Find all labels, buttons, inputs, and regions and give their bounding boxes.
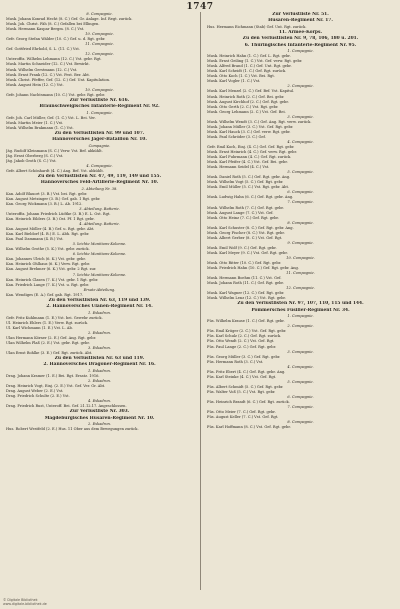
subsection-label: 2. Eskadron. [88, 330, 111, 335]
entry-line: Musk. Johann Müller (3. C.) Vst. Gef. Rgt. gebr. [207, 124, 294, 129]
subsection-label: 5. leichte Munitions-Kolonne. [72, 242, 127, 247]
entry-line: Musk. Hermann Seidel (4. C.) Vst. [207, 165, 270, 170]
entry-line: Musk. Paul Schröder (3. C.) Gef. [207, 134, 266, 139]
section-heading: Zu den Verlustlisten Nr. 97, 107, 110, 115 und 144. [237, 301, 364, 307]
entry-line: Drag. Johann Kramer (1. E.) Bei. Rgt. Ersatz. 1916. [6, 373, 100, 378]
column-divider [200, 12, 201, 590]
entry-line: Musk. Christ. Pfeffer, Gef. (12. C.) Gef. Unt. Kapitulation. [6, 77, 111, 82]
entry-line: Füs. Paul Lange (2. C.) Gef. Rgt. gebr. [207, 344, 277, 349]
subsection-label: 9. Compagnie. [287, 240, 314, 245]
entry-line: Musk. Ludwig Hahn (6. C.) Gef. Rgt. gebr. Ang. [207, 195, 294, 200]
entry-line: Kan. Heinrich Eilders (3. B.) Ost. Pf. 1 Rgt. gebr. [6, 216, 95, 221]
entry-line: Musk. Johann Roth (11. C.) Gef. Rgt. gebr. [207, 281, 284, 286]
footer-credit [3, 598, 47, 606]
entry-line: Füs. Hermann Roth (3. C.) Vst. [207, 359, 264, 364]
section-heading: 2. Hannoversches Dragoner-Regiment Nr. 16. [43, 362, 156, 368]
entry-line: Drag. Friedrich Rust, Unteroff. Bei. Gef. 21.12.17. Angeschlossen. [6, 404, 127, 409]
entry-line: Musk. Hermann Boehm (11. C.) Vst. Gef. [207, 276, 282, 281]
entry-line: Kan. Johannes Ulrich (6. K.) Vst. gebr. gebr. [6, 257, 86, 262]
entry-line: Gefr. Georg Stefan Wälder (10. C.) Gef. u. d. Rgt. gebr. [6, 37, 106, 42]
entry-line: Füs. Georg Müller (3. C.) Gef. Rgt. gebr. [207, 354, 281, 359]
entry-line: Musk. Karl Pfeifer (4. C.) Vst. Gef. Bei. gebr. [207, 160, 288, 165]
entry-line: Gef. Gottfried Ehrhold, S. L. (11. C.) Vst. [6, 47, 80, 52]
entry-line: Ul. Karl Wichmann (1. E.) Vst. L. Ab. [6, 325, 73, 330]
entry-line: Musk. Johann Konrad Hecht (8. C.) Gef. Gr. Anlage. Inf. Regt. zurück. [6, 17, 133, 22]
entry-line: Musk. Hermann Kaspar Bergm. (8. C.) Vst. [6, 27, 85, 32]
entry-line: Musk. Georg Lehmann (2. C.) Vst. Gef. Bei. [207, 109, 286, 114]
entry-line: Musk. Wilhelm Brakmann (1. C.) Vst. [6, 125, 74, 130]
subsection-label: 1. Compagnie. [86, 110, 113, 115]
section-heading: Braunschweigisches Infanterie-Regiment Nr. 92. [39, 104, 160, 110]
entry-line: Füs. Emil Krüger (2. C.) Vst. Gef. Rgt. gebr. [207, 329, 287, 334]
section-heading: Zu den Verlustlisten Nr. 63, 119 und 139. [48, 297, 151, 303]
subsection-label: 4. Compagnie. [287, 364, 314, 369]
entry-line: Musk. Emil Wolf (9. C.) Gef. Rgt. gebr. [207, 245, 277, 250]
subsection-label: 3. Compagnie. [287, 349, 314, 354]
subsection-label: 11. Compagnie. [85, 42, 114, 47]
footer-line-2: www.digitale-bibliothek.de [3, 601, 47, 606]
entry-line: Musk. Ernst Heinrich (4. C.) Gef. verw. Rgt. gebr. [207, 150, 297, 155]
entry-line: Musk. Wilhelm Roth (7. C.) Gef. Rgt. gebr. [207, 205, 284, 210]
entry-line: Füs. Heinrich Brandt (6. C.) Gef. Rgt. zurück. [207, 400, 290, 405]
subsection-label: 10. Compagnie. [85, 32, 114, 37]
subsection-label: 7. Compagnie. [287, 200, 314, 205]
section-heading: Hannoversches Feld-Artillerie-Regiment Nr. 10. [40, 180, 159, 186]
entry-line: Kan. August Metzinger (3. B.) Gef. gab. 1 Rgt. gebr. [6, 196, 101, 201]
entry-line: Musk. August Hein (12. C.) Vst. [6, 82, 64, 87]
subsection-label: 1. Compagnie. [287, 49, 314, 54]
subsection-label: 1. Eskadron. [88, 368, 111, 373]
subsection-label: 8. Compagnie. [287, 420, 314, 425]
entry-line: Ulan Hermann Körner (2. E.) Gef. Ang. Rgt. gebr. [6, 335, 97, 340]
entry-line: Musk. Daniel Roth (5. C.) Gef. Rgt. gebr. Ang. [207, 175, 291, 180]
subsection-label: 3. Abteilung. Batterie. [79, 206, 120, 211]
entry-line: Unteroffiz. Johann Friedrich Lüdtke (3. B.) E. L. Ost. Rgt. [6, 211, 111, 216]
entry-line: Musk. Ernst Geiling (1. C.) Vst. Gef. verw. Rgt. gebr. [207, 59, 303, 64]
entry-line: Kan. Wendiges (E. A.) Gef. gab. Rgt. 1917. [6, 292, 84, 297]
subsection-label: 7. leichte Munitions-Kolonne. [72, 272, 127, 277]
subsection-label: 7. Compagnie. [287, 405, 314, 410]
entry-line: Musk. Alfred Brand (1. C.) Gef. Unt. Rgt. gebr. [207, 64, 292, 69]
entry-line: Musk. Wilhelm Gerstmann (12. C.) Vst. [6, 67, 78, 72]
entry-line: Musk. Karl Schuster (8. C.) Gef. Rgt. gebr. Ang. [207, 225, 294, 230]
entry-line: Musk. Heinrich Hahn (1. C.) Gef. L. Rgt. gebr. [207, 54, 291, 59]
entry-line: Gefr. Johann Nachtsmann (10. C.) Vst. gebr. Rgt. gebr. [6, 92, 105, 97]
entry-line: Gefr. Fritz Kuhlmann (1. E.) Vst. bei. Gewehr zurück. [6, 315, 103, 320]
entry-line: Ulan Ernst Bohlke (3. E.) Gef. Rgt. zurück. Abt. [6, 350, 93, 355]
entry-line: Kan. Adolf Blauort (3. B.) Vst. bei. Rgt. gebr. [6, 191, 88, 196]
subsection-label: 6. Compagnie. [287, 394, 314, 399]
subsection-label: 10. Compagnie. [286, 256, 315, 260]
section-heading: 6. Thüringisches Infanterie-Regiment Nr. 95. [244, 42, 357, 48]
entry-line: Füs. Karl Steinke (4. C.) Vst. Gef. Rgt. [207, 374, 277, 379]
section-heading: Zu den Verlustlisten Nr. 9, 78, 106, 180 u. 201. [242, 36, 359, 42]
entry-line: Musk. Friedrich Hahn (10. C.) Gef. Rgt. gebr. Ang. [207, 266, 299, 271]
left-column [6, 12, 193, 592]
subsection-label: 1. Compagnie. [287, 314, 314, 319]
entry-line: Jäg. Jakob Groth (S. C.) Vst. [6, 158, 57, 163]
section-heading: Zur Verlustliste Nr. 303. [69, 409, 130, 415]
subsection-label: 4. Compagnie. [287, 139, 314, 144]
section-heading: Zu den Verlustlisten Nr. 47, 49, 119, 149 und 155. [37, 173, 162, 179]
entry-line: Füs. August Keller (7. C.) Vst. Gef. Rgt. [207, 415, 279, 420]
subsection-label: 3. Eskadron. [88, 345, 111, 350]
entry-line: Musk. Georg Fischer (8. C.) Vst. Rgt. gebr. [207, 230, 285, 235]
entry-line: Musk. Karl Fuhrmann (4. C.) Gef. Rgt. zurück. [207, 155, 292, 160]
entry-line: Drag. August Weber (2. E.) Vst. [6, 388, 64, 393]
entry-line: Gefr. Joh. Carl Müller, Gef. (1. C.) Vst. L. Bei. Ver. [6, 115, 96, 120]
entry-line: Musk. Ernst Frank (12. C.) Vst. Fest. Ber. Abt. [6, 72, 90, 77]
entry-line: Füs. Karl Hoffmann (8. C.) Vst. Gef. Rgt. gebr. [207, 425, 291, 430]
section-heading: Magdeburgisches Husaren-Regiment Nr. 10. [44, 415, 155, 421]
entry-line: Gefr. Emil Koch, Einj. (4. C.) Gef. Gef. Rgt. gebr. [207, 144, 295, 149]
entry-line: Musk. August Lange (7. C.) Vst. Gef. [207, 210, 274, 215]
section-heading: Hannoversches Jäger-Bataillon Nr. 10. [52, 137, 147, 143]
entry-line: Musk. Karl Hauck (3. C.) Gef. verw. Rgt. gebr. [207, 129, 291, 134]
entry-line: Hus. Hermann Eichmann (Stab) Gef. Unt. Rgt. zurück. [207, 24, 307, 29]
subsection-label: Compagnie. [88, 143, 111, 148]
entry-line: Musk. Karl Scheidt (1. C.) Gef. Rgt. zurück. [207, 69, 287, 74]
subsection-label: 8. Compagnie. [86, 12, 113, 16]
entry-line: Füs. Otto Meier (7. C.) Gef. Rgt. gebr. [207, 410, 276, 415]
entry-line: Musk. Martin Meier (1. C.) Vst. [6, 120, 64, 125]
subsection-label: 12. Compagnie. [286, 286, 315, 291]
entry-line: Jäg. Rudolf Kleinmann (S. C.) Verw. Vst. Bef. abkühlt. [6, 148, 103, 153]
entry-line: Drag. Friedrich Schulte (2. E.) Vst. [6, 394, 70, 399]
entry-line: Musk. August Kirchhof (2. C.) Gef. Rgt. gebr. [207, 99, 289, 104]
section-heading: Zu den Verlustlisten Nr. 99 und 107. [54, 130, 145, 136]
subsection-label: 3. Compagnie. [287, 114, 314, 119]
section-heading: Zu den Verlustlisten Nr. 63 und 119. [54, 355, 145, 361]
page-number: 1747 [186, 2, 214, 12]
section-heading: Husaren-Regiment Nr. 17. [268, 18, 333, 24]
entry-line: Kan. Wilhelm Grothe (5. K.) Vst. gebr. zurück. [6, 247, 90, 252]
entry-line: Kan. Paul Dammann (4. B.) Vst. [6, 237, 64, 242]
entry-line: Drag. Heinrich Vogt, Einj. (2. E.) Vst. Gef. Ver. Gr. Abt. [6, 383, 106, 388]
subsection-label: 4. Compagnie. [86, 163, 113, 168]
entry-line: Musk. Joh. Christ. Fäh (8. C.) Gefallen bei Ellingen. [6, 22, 100, 27]
section-heading: 2. Hannoversches Ulanen-Regiment Nr. 14. [46, 304, 153, 310]
entry-line: Kan. Karl Bieldorf (4. B.) E. L. Abh. Rgt. gebr. [6, 232, 90, 237]
subsection-label: 6. leichte Munitions-Kolonne. [72, 252, 127, 257]
entry-line: Füs. Wilhelm Krause (1. C.) Gef. Rgt. gebr. [207, 319, 285, 324]
subsection-label: 5. Compagnie. [287, 170, 314, 175]
entry-line: Kan. August Möller (4. B.) Gef. u. Rgt. gebr. Abt. [6, 227, 95, 232]
entry-line: Hus. Robert Westfeld (2. E.) Hus. 11 Ober aus dem Bewegungen zurück. [6, 427, 139, 432]
entry-line: Musk. Karl Menzel (2. C.) Gef. Bef. Vst. Kapitul. [207, 89, 295, 94]
entry-line: Musk. Karl Vogler (1. C.) Vst. [207, 79, 261, 84]
entry-line: Musk. Otto Koch (1. C.) Vst. Bei. Rgt. [207, 74, 275, 79]
subsection-label: 2. Compagnie. [287, 324, 314, 329]
subsection-label: Ersatz-Abteilung. [83, 287, 116, 292]
entry-line: Musk. Otto Gerth (2. C.) Vst. Rgt. gebr. [207, 104, 279, 109]
entry-line: Kan. Friedrich Lange (7. K.) Vst. u. Rgt. gebr. [6, 282, 90, 287]
entry-line: Füs. Fritz Ebert (4. C.) Gef. Rgt. gebr. Ang. [207, 369, 286, 374]
entry-line: Musk. Wilhelm Vogt (5. C.) Gef. Rgt. gebr. [207, 180, 284, 185]
subsection-label: 5. Compagnie. [287, 379, 314, 384]
entry-line: Musk. Albert Gerber (8. C.) Vst. Gef. Rgt. [207, 235, 283, 240]
subsection-label: 10. Compagnie. [85, 87, 114, 92]
footer-line-1: © Digitale Bibliothek [3, 597, 38, 602]
entry-line: Musk. Karl Wagner (12. C.) Gef. Rgt. gebr. [207, 291, 285, 296]
entry-line: Kan. Heinrich Clasen (7. K.) Vst. gebr. 1 Rgt. gebr. [6, 277, 99, 282]
section-heading: Zur Verlustliste Nr. 51. [272, 12, 329, 17]
section-heading: Zur Verlustliste Nr. 616. [69, 97, 130, 103]
subsection-label: 8. Compagnie. [287, 220, 314, 225]
section-heading: Pommersches Füsilier-Regiment Nr. 34. [251, 307, 350, 313]
entry-line: Füs. Walter Voß (5. C.) Vst. Rgt. gebr. [207, 389, 276, 394]
section-heading: 11. Armee-Korps. [279, 29, 322, 35]
subsection-label: 2. Eskadron. [88, 421, 111, 426]
entry-line: Musk. Karl Meyer (9. C.) Vst. Gef. Rgt. gebr. [207, 250, 288, 255]
entry-line: Ul. Heinrich Ehlers (1. E.) Verw. Rgt. zurück. [6, 320, 89, 325]
entry-line: Jäg. Ernst Oberberg (S. C.) Vst. [6, 153, 64, 158]
entry-line: Musk. Heinrich Roth (2. C.) Gef. Bei. gebr. [207, 94, 285, 99]
subsection-label: 1. Eskadron. [88, 310, 111, 315]
entry-line: Kan. Heinrich Ohlhaus (6. K.) Verw. Rgt. gebr. [6, 262, 90, 267]
entry-line: Musk. Otto Ritter (10. C.) Gef. Rgt. gebr. [207, 261, 282, 266]
entry-line: Füs. Albert Schmidt (5. C.) Gef. Rgt. gebr. [207, 384, 284, 389]
subsection-label: 2. Compagnie. [287, 84, 314, 89]
entry-line: Kan. Georg Wickmann (3. B.) L. Ab. 1912. [6, 201, 83, 206]
right-column [207, 12, 394, 592]
entry-line: Ulan Wilhelm Plaß (2. E.) Vst. gebr. Rgt. gebr. [6, 340, 90, 345]
subsection-label: 2. Abteilung Nr. 38. [81, 186, 118, 191]
subsection-label: 2. Eskadron. [88, 378, 111, 383]
entry-line: Füs. Otto Wendt (2. C.) Vst. Gef. Rgt. [207, 339, 275, 344]
entry-line: Füs. Karl Schulz (2. C.) Gef. Rgt. zurück. [207, 334, 282, 339]
subsection-label: 11. Compagnie. [286, 271, 315, 276]
subsection-label: 6. Compagnie. [287, 190, 314, 195]
subsection-label: 12. Compagnie. [85, 52, 114, 57]
subsection-label: 4. Eskadron. [88, 399, 111, 404]
entry-line: Unteroffiz. Wilhelm Lehmann (12. C.) Vst. gebr. Rgt. [6, 57, 102, 62]
entry-line: Musk. Wilhelm Lenz (12. C.) Vst. Rgt. gebr. [207, 296, 286, 301]
entry-line: Musk. Martin Schneider (12. C.) Vst. Bewirkt. [6, 62, 90, 67]
entry-line: Musk. Otto Heinz (7. C.) Gef. Rgt. gebr. [207, 215, 279, 220]
entry-line: Gefr. Albert Schönhardt (4. C.) Ang. Bef. Vst. abkühlt. [6, 168, 104, 173]
entry-line: Musk. Wilhelm Wendt (3. C.) Gef. Ang. Rgt. verw. zurück. [207, 119, 312, 124]
subsection-label: 4. Abteilung. Batterie. [79, 222, 120, 227]
entry-line: Kan. August Brehmer (6. K.) Vst. gebr. 2 Rgt. zur. [6, 267, 97, 272]
entry-line: Musk. Emil Müller (5. C.) Vst. Rgt. gebr. Abt. [207, 185, 290, 190]
